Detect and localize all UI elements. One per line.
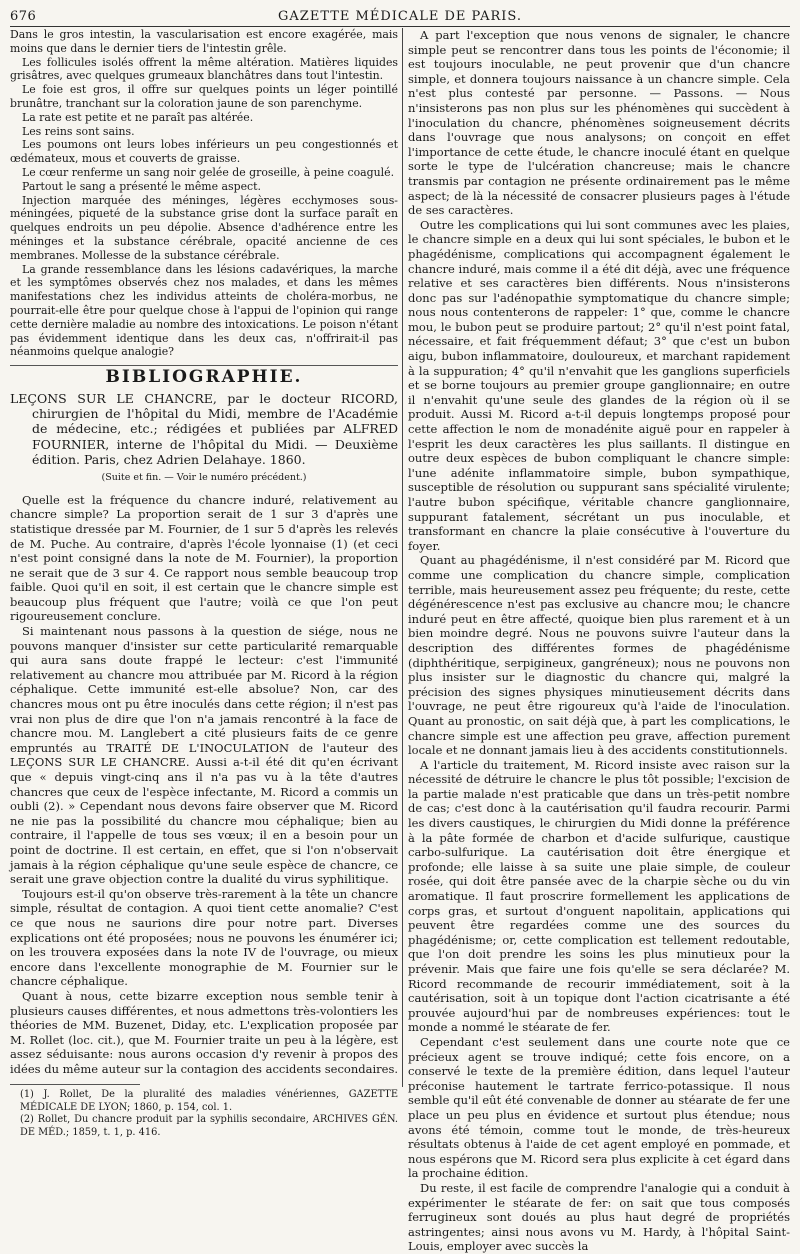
newspaper-page [10,6,790,1254]
autopsy-paragraph: Les poumons ont leurs lobes inférieurs un peu congestionnés et œdémateux, mous et couverts de graisse. [10,138,398,166]
autopsy-paragraph: Injection marquée des méninges, légères ecchymoses sous-méningées, piqueté de la substance grise dont la surface paraît en quelques endroits un peu dépolie. Absence d'adhérence entre les méninges et la substance cérébrale, opacité ancienne de ces membranes. Mollesse de la substance cérébrale. [10,193,398,262]
section-divider [10,365,398,366]
autopsy-paragraph: Dans le gros intestin, la vascularisation est encore exagérée, mais moins que dans le dernier tiers de l'intestin grêle. [10,28,398,55]
review-paragraph: Du reste, il est facile de comprendre l'analogie qui a conduit à expérimenter le stéarate de fer: on sait que tous composés ferrugineux sont doués au plus haut degré de propriétés astringentes; ainsi nous avons vu M. Hardy, à l'hôpital Saint-Louis, employer avec succès la [408,1180,790,1254]
autopsy-paragraph: Le cœur renferme un sang noir gelée de groseille, à peine coagulé. [22,165,395,179]
page-header [10,6,790,27]
autopsy-paragraph: Les follicules isolés offrent la même altération. Matières liquides grisâtres, avec quelques grumeaux blanchâtres dans tout l'intestin. [10,55,398,83]
journal-title: GAZETTE MÉDICALE DE PARIS. [278,9,522,24]
review-paragraph: Si maintenant nous passons à la question de siége, nous ne pouvons manquer d'insister sur cette particularité remarquable qui aura sans doute frappé le lecteur: c'est l'immunité relativement au chancre mou attribuée par M. Ricord à la région céphalique. Cette immunité est-elle absolue? Non, car des chancres mous ont pu être inoculés dans cette région; il n'est pas vrai non plus de dire que l'on n'a jamais rencontré à la face de chancre mou. M. Langlebert a cité plusieurs faits de ce genre empruntés au TRAITÉ DE L'INOCULATION de l'auteur des LEÇONS SUR LE CHANCRE. Aussi a-t-il été dit qu'en écrivant que « depuis vingt-cinq ans il n'a pas vu à la tête d'autres chancres que ceux de l'espèce infectante, M. Ricord a commis un oubli (2). » Cependant nous devons faire observer que M. Ricord ne nie pas la possibilité du chancre mou céphalique; bien au contraire, il l'appelle de tous ses vœux; il en a besoin pour un point de doctrine. Il est certain, en effet, que si l'on n'observait jamais à la région céphalique qu'une seule espèce de chancre, ce serait une grave objection contre la dualité du virus syphilitique. [10,624,398,887]
review-paragraph: A l'article du traitement, M. Ricord insiste avec raison sur la nécessité de détruire le chancre le plus tôt possible; l'excision de la partie malade n'est praticable que dans un très-petit nombre de cas; c'est donc à la cautérisation qu'il faudra recourir. Parmi les divers caustiques, le chirurgien du Midi donne la préférence à la pâte formée de charbon et d'acide sulfurique, caustique carbo-sulfurique. La cautérisation doit être énergique et profonde; elle laisse à sa suite une plaie simple, de couleur rosée, qui doit être pansée avec de la charpie sèche ou du vin aromatique. Il faut proscrire formellement les applications de corps gras, et surtout d'onguent napolitain, applications qui peuvent être regardées comme une des sources du phagédénisme; or, cette complication est tellement redoutable, que l'on doit prendre les soins les plus minutieux pour la prévenir. Mais que faire une fois qu'elle se sera déclarée? M. Ricord recommande de recourir immédiatement, soit à la cautérisation, soit à un topique dont l'action cicatrisante a été prouvée aujourd'hui par de nombreuses expériences: tout le monde a nommé le stéarate de fer. [408,757,790,1035]
right-column [408,28,790,1254]
footnote: (1) J. Rollet, De la pluralité des maladies vénériennes, GAZETTE MÉDICALE DE LYON; 1860, p. 154, col. 1. [20,1089,398,1113]
autopsy-paragraph: La grande ressemblance dans les lésions cadavériques, la marche et les symptômes observés chez nos malades, et dans les mêmes manifestations chez les individus atteints de choléra-morbus, ne pourrait-elle être pour quelque chose à l'appui de l'opinion qui range cette dernière maladie au nombre des intoxications. Le poison n'étant pas évidemment identique dans les deux cas, n'offrirait-il pas néanmoins quelque analogie? [10,262,398,359]
left-column [10,28,399,1138]
autopsy-paragraph: Les reins sont sains. [22,124,135,138]
columns [10,28,790,1254]
continuation-note: (Suite et fin. — Voir le numéro précédent.) [101,471,307,483]
autopsy-paragraph: La rate est petite et ne paraît pas altérée. [22,110,254,124]
review-paragraph: Quelle est la fréquence du chancre induré, relativement au chancre simple? La proportion serait de 1 sur 3 d'après une statistique dressée par M. Fournier, de 1 sur 5 d'après les relevés de M. Puche. Au contraire, d'après l'école lyonnaise (1) (et ceci n'est point consigné dans la note de M. Fournier), la proportion ne serait que de 3 sur 4. Ce rapport nous semble beaucoup trop faible. Quoi qu'il en soit, il est certain que le chancre simple est beaucoup plus fréquent que l'autre; voilà ce que l'on peut rigoureusement conclure. [10,492,398,624]
review-paragraph: Cependant c'est seulement dans une courte note que ce précieux agent se trouve indiqué; cette fois encore, on a conservé le texte de la première édition, dans lequel l'auteur préconise hautement le tartrate ferrico-potassique. Il nous semble qu'il eût été convenable de donner au stéarate de fer une place un peu plus en évidence et surtout plus étendue; nous avons été témoin, comme tout le monde, de très-heureux résultats obtenus à l'aide de cet agent employé en pommade, et nous espérons que M. Ricord sera plus explicite à cet égard dans la prochaine édition. [408,1034,790,1181]
footnote: (2) Rollet, Du chancre produit par la syphilis secondaire, ARCHIVES GÉN. DE MÉD.; 1859, t. 1, p. 416. [20,1114,398,1138]
bibliography-reference: LEÇONS SUR LE CHANCRE, par le docteur RICORD, chirurgien de l'hôpital du Midi, membre de l'Académie de médecine, etc.; rédigées et publiées par ALFRED FOURNIER, interne de l'hôpital du Midi. — Deuxième édition. Paris, chez Adrien Delahaye. 1860. [10,390,398,467]
page-number: 676 [10,9,37,24]
review-paragraph: Quant au phagédénisme, il n'est considéré par M. Ricord que comme une complication du chancre simple, complication terrible, mais heureusement assez peu fréquente; du reste, cette dégénérescence n'est pas exclusive au chancre mou; le chancre induré peut en être affecté, quoique bien plus rarement et à un bien moindre degré. Nous ne pouvons suivre l'auteur dans la description des différentes formes de phagédénisme (diphthéritique, serpigineux, gangréneux); nous ne pouvons non plus insister sur le diagnostic du chancre qui, malgré la précision des signes physiques minutieusement décrits dans l'ouvrage, ne peut être rigoureux qu'à l'aide de l'inoculation. Quant au pronostic, on sait déjà que, à part les complications, le chancre simple est une affection peu grave, affection purement locale et ne donnant jamais lieu à des accidents constitutionnels. [408,553,790,758]
footnote-rule [10,1084,140,1085]
bibliography-title: BIBLIOGRAPHIE. [105,367,303,388]
column-rule [402,28,403,1087]
review-paragraph: Quant à nous, cette bizarre exception nous semble tenir à plusieurs causes différentes, et nous admettons très-volontiers les théories de MM. Buzenet, Diday, etc. L'explication proposée par M. Rollet (loc. cit.), que M. Fournier traite un peu à la légère, est assez séduisante: nous aurons occasion d'y revenir à propos des idées du même auteur sur la contagion des accidents secondaires. [10,988,399,1076]
review-paragraph: Outre les complications qui lui sont communes avec les plaies, le chancre simple en a deux qui lui sont spéciales, le bubon et le phagédénisme, complications qui accompagnent également le chancre induré, mais comme il a été dit déjà, avec une fréquence relative et ses caractères bien différents. Nous n'insisterons donc pas sur l'adénopathie symptomatique du chancre simple; nous nous contenterons de rappeler: 1° que, comme le chancre mou, le bubon peut se produire partout; 2° qu'il n'est point fatal, nécessaire, et fait fréquemment défaut; 3° que c'est un bubon aigu, bubon inflammatoire, douloureux, et marchant rapidement à la suppuration; 4° qu'il n'envahit que les ganglions superficiels et se borne toujours au premier groupe ganglionnaire; en outre il n'envahit qu'une seule des glandes de la région où il se produit. Aussi M. Ricord a-t-il depuis longtemps proposé pour cette affection le nom de monadénite aiguë pour en rappeler à l'esprit les deux caractères les plus saillants. Il distingue en outre deux espèces de bubon compliquant le chancre simple: l'une adénite inflammatoire simple, bubon sympathique, susceptible de résolution ou suppurant sans spécialité virulente; l'autre bubon spécifique, véritable chancre ganglionnaire, suppurant fatalement, sécrétant un pus inoculable, et transformant en chancre la plaie consécutive à l'ouverture du foyer. [408,217,790,553]
review-paragraph: A part l'exception que nous venons de signaler, le chancre simple peut se rencontrer dans tous les points de l'économie; il est toujours inoculable, ne peut provenir que d'un chancre simple, et donnera toujours naissance à un chancre simple. Cela n'est plus contesté par personne. — Passons. — Nous n'insisterons pas non plus sur les phénomènes qui succèdent à l'inoculation du chancre, phénomènes soigneusement décrits dans l'ouvrage que nous analysons; on conçoit en effet l'importance de cette étude, le chancre inoculé étant en quelque sorte le type de l'ulcération chancreuse; mais le chancre transmis par contagion ne présente ordinairement pas le même aspect; de là la nécessité de consacrer plusieurs pages à l'étude de ses caractères. [408,28,790,218]
review-paragraph: Toujours est-il qu'on observe très-rarement à la tête un chancre simple, résultat de contagion. A quoi tient cette anomalie? C'est ce que nous ne saurions dire pour notre part. Diverses explications ont été proposées; nous ne pouvons les énumérer ici; on les trouvera exposées dans la note IV de l'ouvrage, ou mieux encore dans l'excellente monographie de M. Fournier sur le chancre céphalique. [10,886,398,989]
autopsy-paragraph: Partout le sang a présenté le même aspect. [22,179,261,193]
autopsy-paragraph: Le foie est gros, il offre sur quelques points un léger pointillé brunâtre, tranchant sur la coloration jaune de son parenchyme. [10,83,398,110]
